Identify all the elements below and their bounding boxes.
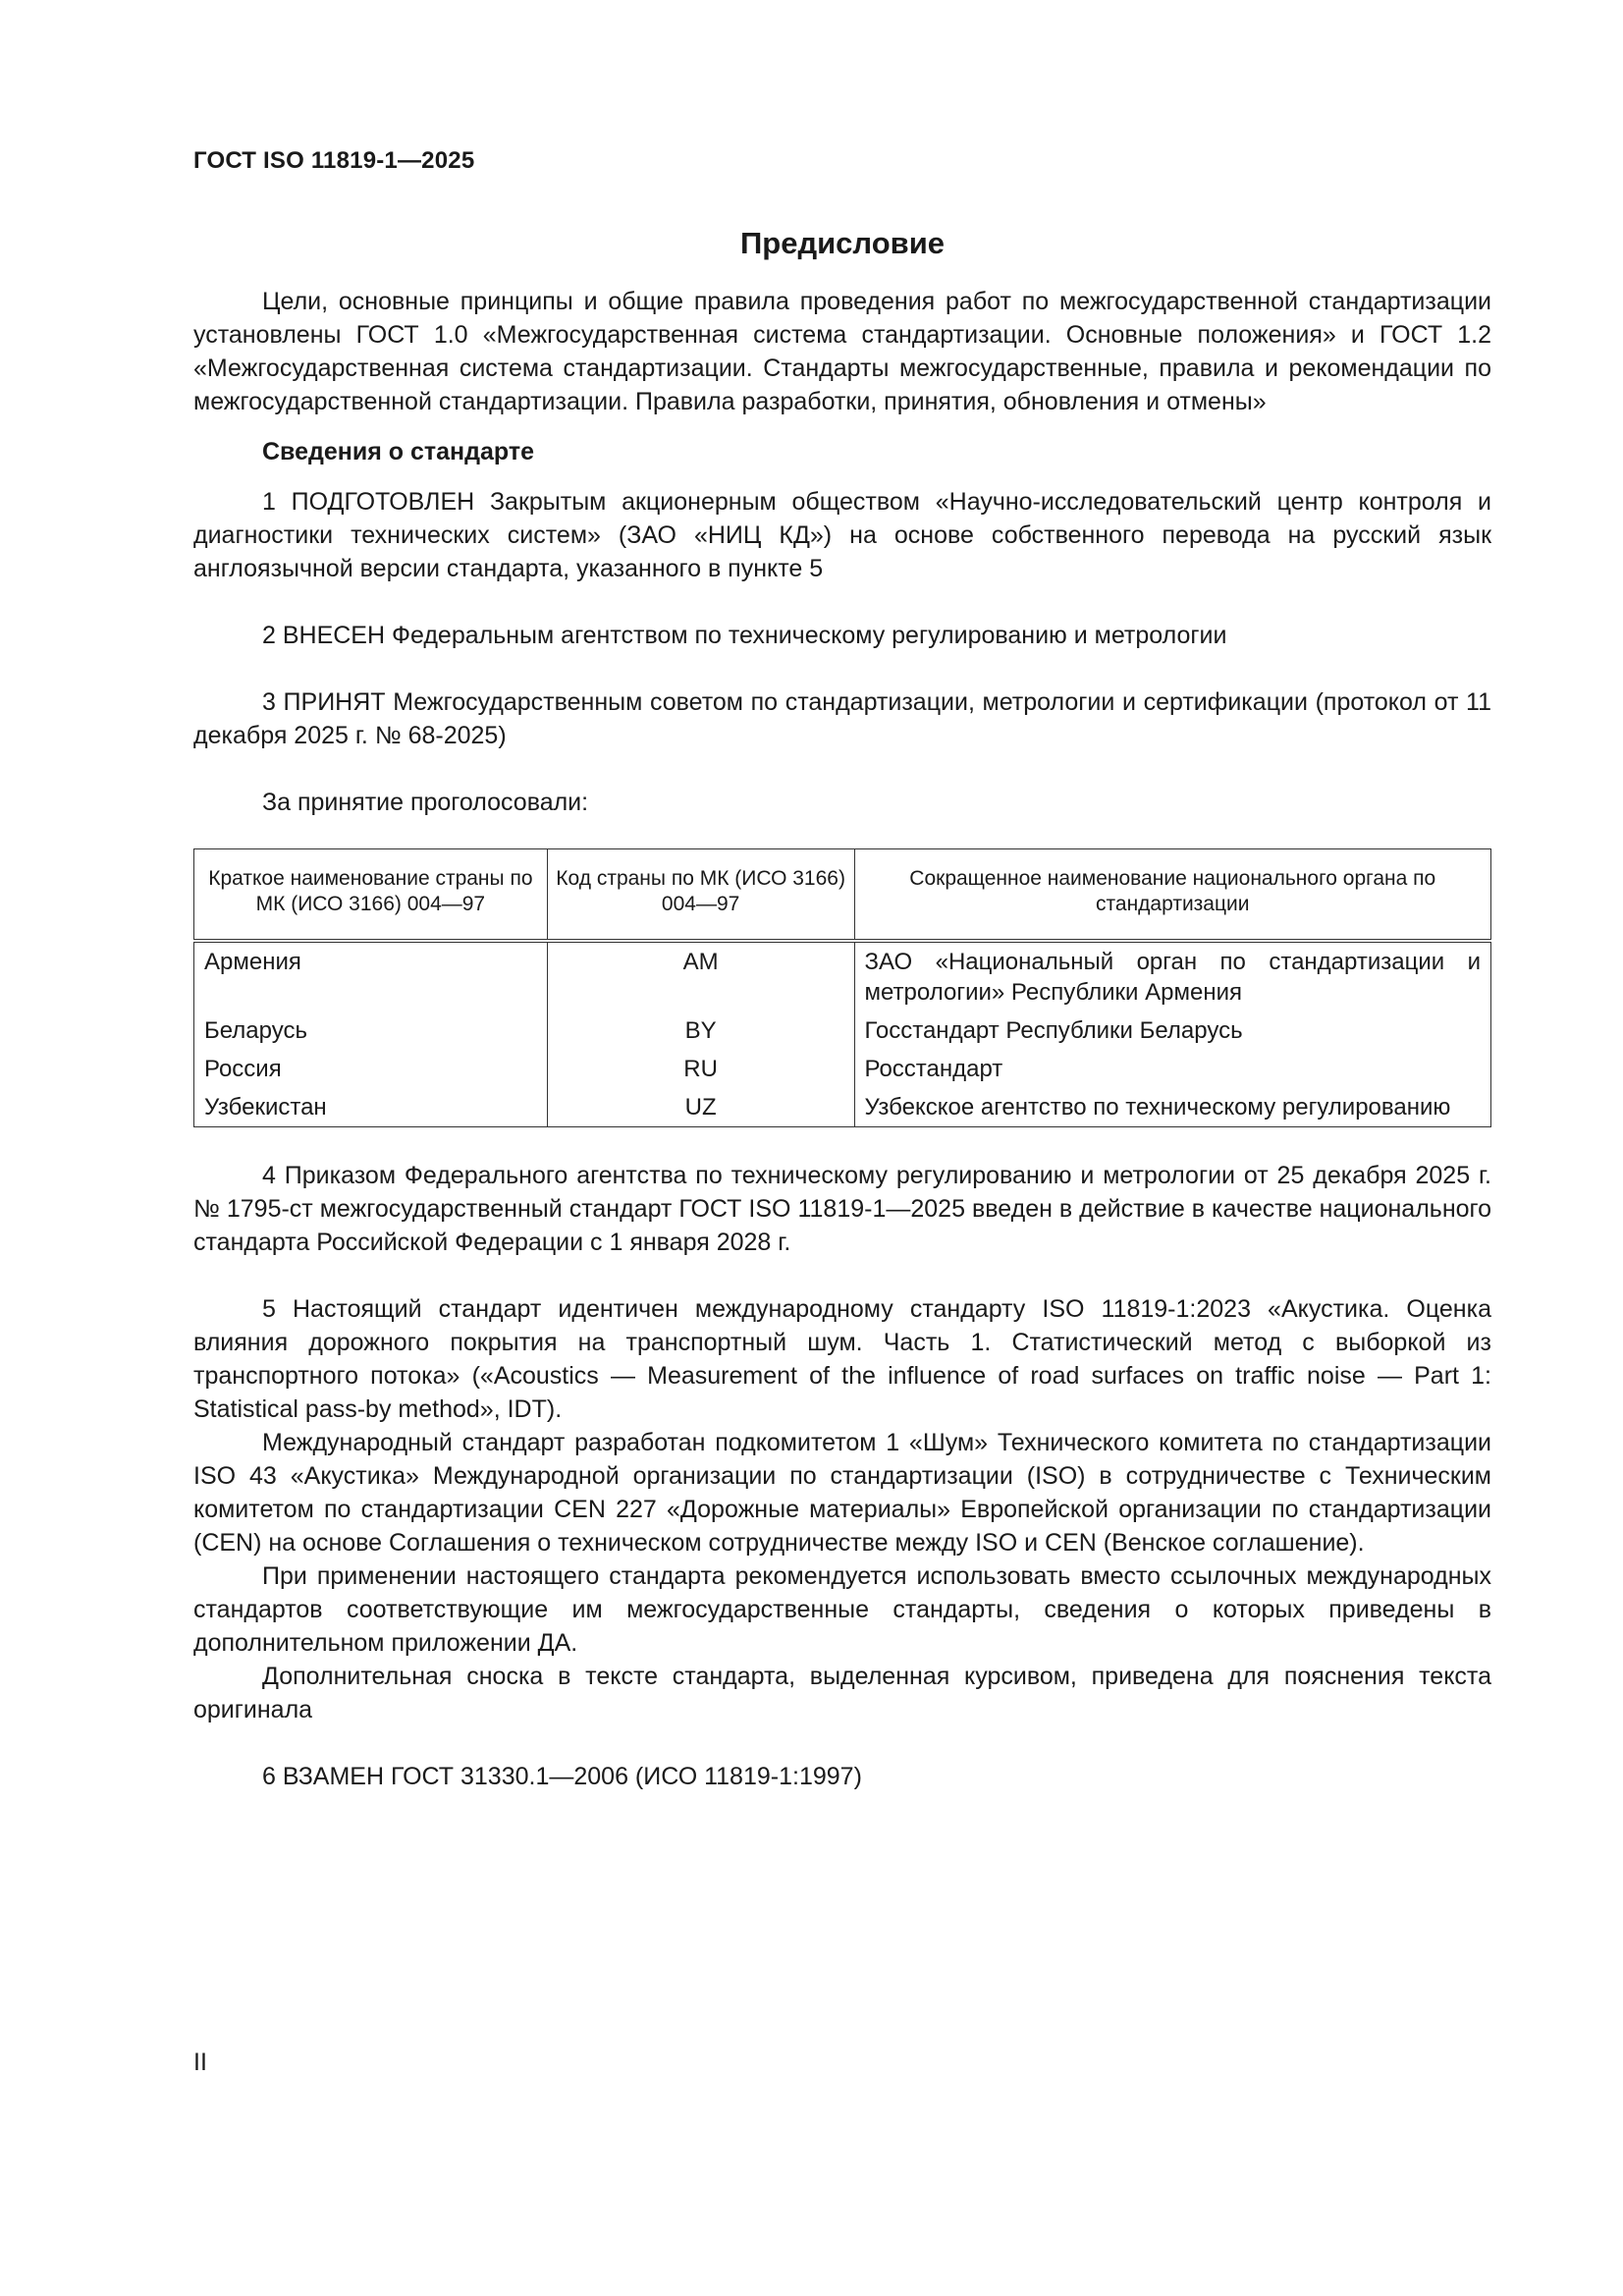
item-3-paragraph: 3 ПРИНЯТ Межгосударственным советом по стандартизации, метрологии и сертификации (протокол от 11 декабря 2025 г. № 68-2025) [193,688,1491,749]
intro-paragraph: Цели, основные принципы и общие правила проведения работ по межгосударственной стандартизации установлены ГОСТ 1.0 «Межгосударственная система стандартизации. Основные положения» и ГОСТ 1.2 «Межгосударственная система стандартизации. Стандарты межгосударственные, правила и рекомендации по межгосударственной стандартизации. Правила разработки, принятия, обновления и отмены» [193,288,1491,415]
national-body-cell: Узбекское агентство по техническому регулированию [854,1088,1491,1127]
country-code-cell: UZ [547,1088,854,1127]
table-row [194,1050,1491,1088]
table-row [194,941,1491,1011]
voting-countries-table [193,848,1491,1127]
document-body [193,285,1491,1793]
item-5-footnote-paragraph: Дополнительная сноска в тексте стандарта, выделенная курсивом, приведена для пояснения текста оригинала [193,1663,1491,1723]
country-name-cell: Армения [194,941,548,1011]
header-country-name: Краткое наименование страны по МК (ИСО 3166) 004—97 [194,849,548,942]
country-code-cell: RU [547,1050,854,1088]
item-5-paragraph: 5 Настоящий стандарт идентичен международному стандарту ISO 11819-1:2023 «Акустика. Оценка влияния дорожного покрытия на транспортный шум. Часть 1. Статистический метод с выборкой из транспортного потока» («Acoustics — Measurement of the influence of road surfaces on traffic noise — Part 1: Statistical pass-by method», IDT). [193,1295,1491,1423]
page-number: II [193,2049,207,2076]
country-code-cell: AM [547,941,854,1011]
national-body-cell: ЗАО «Национальный орган по стандартизации и метрологии» Республики Армения [854,941,1491,1011]
item-2-paragraph: 2 ВНЕСЕН Федеральным агентством по техническому регулированию и метрологии [262,622,1227,649]
document-page [193,0,1491,2296]
item-4-paragraph: 4 Приказом Федерального агентства по техническому регулированию и метрологии от 25 декабря 2025 г. № 1795-ст межгосударственный стандарт ГОСТ ISO 11819-1—2025 введен в действие в качестве национального стандарта Российской Федерации с 1 января 2028 г. [193,1162,1491,1256]
page-title: Предисловие [739,226,945,260]
header-national-body: Сокращенное наименование национального органа по стандартизации [854,849,1491,942]
item-1-paragraph: 1 ПОДГОТОВЛЕН Закрытым акционерным обществом «Научно-исследовательский центр контроля и диагностики технических систем» (ЗАО «НИЦ КД») на основе собственного перевода на русский язык англоязычной версии стандарта, указанного в пункте 5 [193,488,1491,582]
country-name-cell: Узбекистан [194,1088,548,1127]
table-row [194,1088,1491,1127]
section-heading: Сведения о стандарте [262,438,535,465]
country-code-cell: BY [547,1011,854,1050]
national-body-cell: Госстандарт Республики Беларусь [854,1011,1491,1050]
voted-label: За принятие проголосовали: [262,789,589,816]
item-5-references-paragraph: При применении настоящего стандарта рекомендуется использовать вместо ссылочных международных стандартов соответствующие им межгосударственные стандарты, сведения о которых приведены в дополнительном приложении ДА. [193,1562,1491,1657]
national-body-cell: Росстандарт [854,1050,1491,1088]
country-name-cell: Беларусь [194,1011,548,1050]
table-row [194,1011,1491,1050]
document-header: ГОСТ ISO 11819-1—2025 [193,147,475,174]
table-header-row [194,849,1491,942]
header-country-code: Код страны по МК (ИСО 3166) 004—97 [547,849,854,942]
item-5-development-paragraph: Международный стандарт разработан подкомитетом 1 «Шум» Технического комитета по стандартизации ISO 43 «Акустика» Международной организации по стандартизации (ISO) в сотрудничестве с Техническим комитетом по стандартизации CEN 227 «Дорожные материалы» Европейской организации по стандартизации (CEN) на основе Соглашения о техническом сотрудничестве между ISO и CEN (Венское соглашение). [193,1429,1491,1557]
country-name-cell: Россия [194,1050,548,1088]
item-6-paragraph: 6 ВЗАМЕН ГОСТ 31330.1—2006 (ИСО 11819-1:1997) [262,1763,862,1790]
